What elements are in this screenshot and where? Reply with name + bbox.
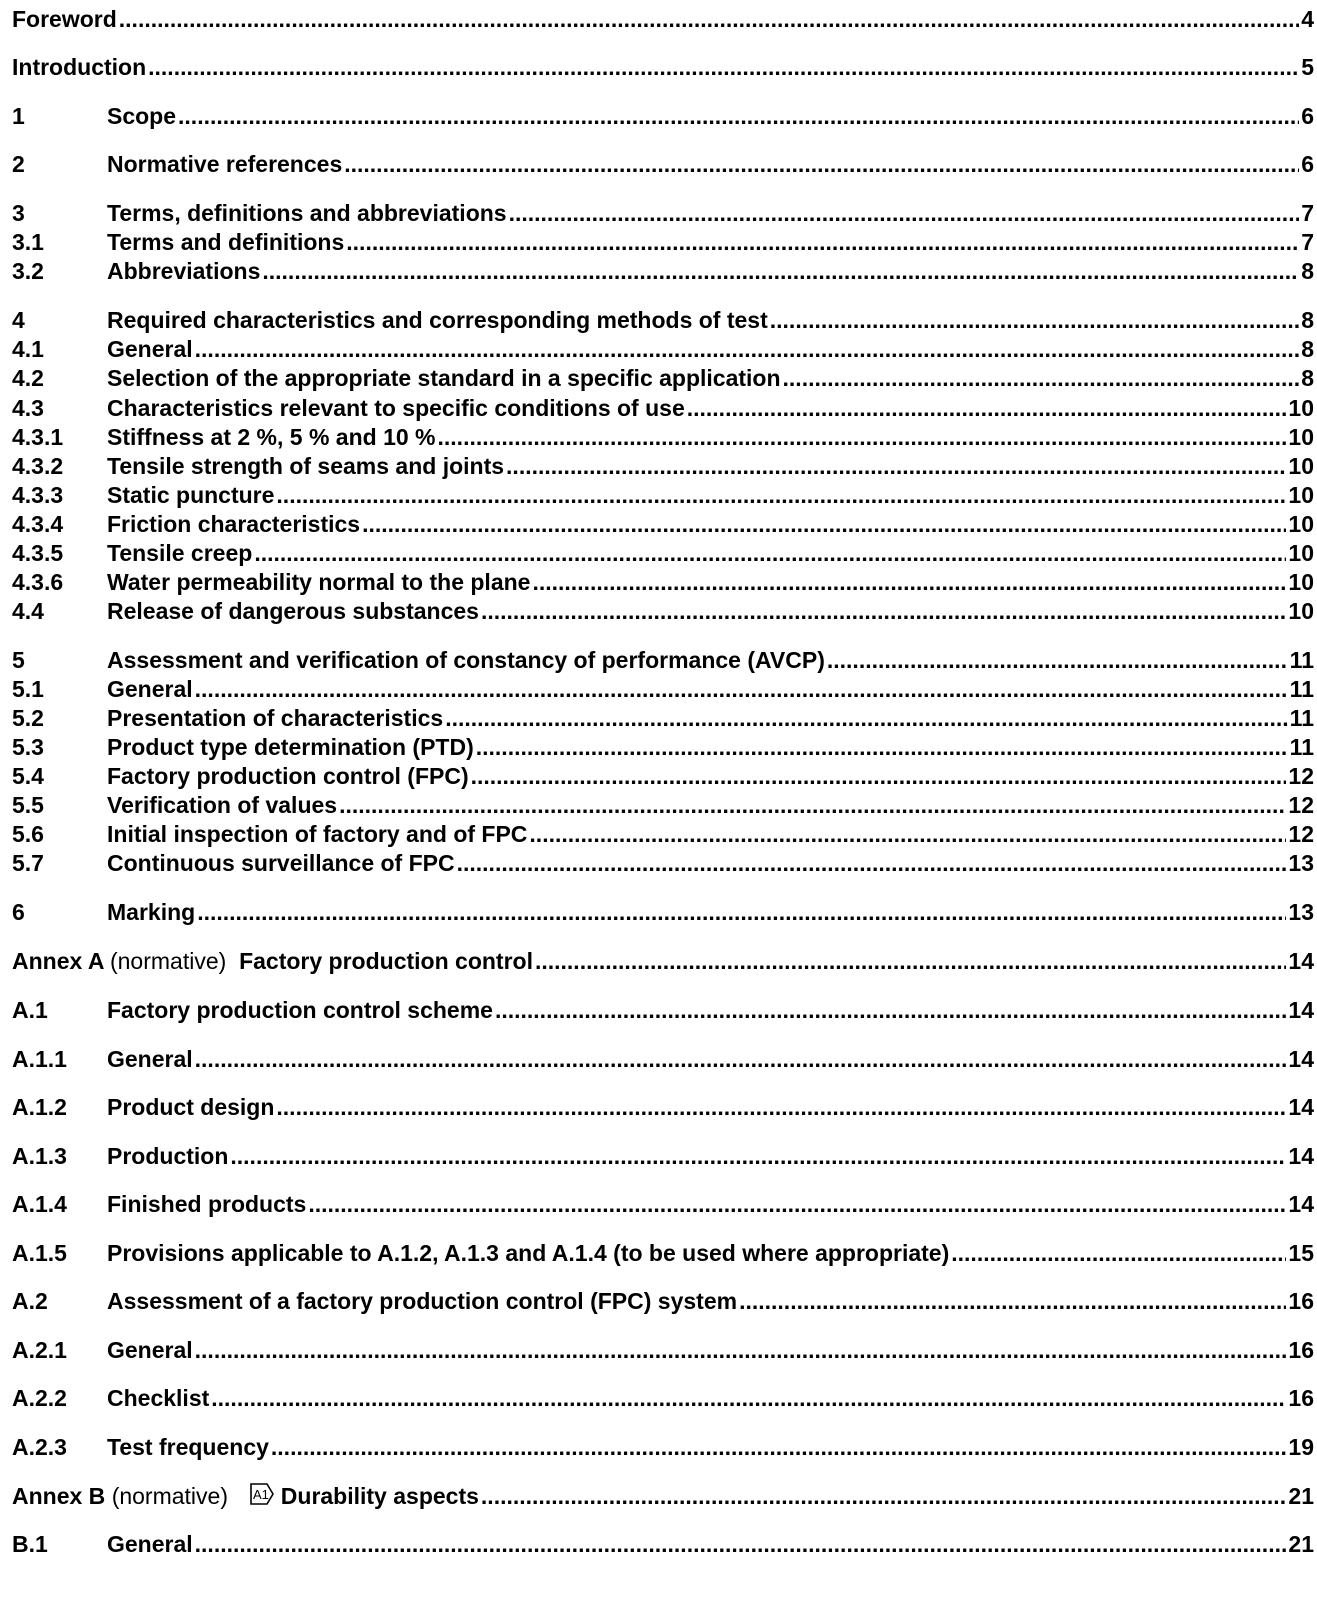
toc-entry-number: 5.2 <box>12 705 44 731</box>
toc-page-number: 14 <box>1288 1191 1314 1217</box>
toc-dot-leader <box>344 149 1299 179</box>
toc-entry[interactable] <box>12 995 1314 1025</box>
toc-entry-title <box>107 596 479 626</box>
toc-page-number: 14 <box>1288 1143 1314 1169</box>
toc-entry-title <box>107 703 443 733</box>
toc-page-number: 12 <box>1288 763 1314 789</box>
toc-entry-number: 4.2 <box>12 365 44 391</box>
toc-entry-title-text: Checklist <box>107 1385 210 1411</box>
toc-entry-number: 4.3.3 <box>12 482 64 508</box>
toc-entry-title-text: Scope <box>107 103 177 129</box>
toc-entry-number: A.1.2 <box>12 1094 67 1120</box>
toc-dot-leader <box>254 538 1286 568</box>
toc-entry[interactable] <box>12 1481 1314 1511</box>
toc-dot-leader <box>739 1286 1286 1316</box>
toc-page-number: 5 <box>1301 54 1314 80</box>
toc-entry-title-text: Factory production control (FPC) <box>107 763 469 789</box>
toc-entry-title <box>107 1286 737 1316</box>
toc-dot-leader <box>495 995 1286 1025</box>
toc-entry-number: 3 <box>12 200 25 226</box>
toc-page-number: 16 <box>1288 1288 1314 1314</box>
toc-entry-number: B.1 <box>12 1531 48 1557</box>
toc-entry-title <box>107 480 274 510</box>
toc-entry-number: 5.1 <box>12 676 44 702</box>
toc-entry[interactable] <box>12 393 1314 423</box>
toc-dot-leader <box>438 422 1287 452</box>
toc-entry-title-text: Assessment of a factory production control (FPC) system <box>107 1288 738 1314</box>
toc-entry-title <box>107 101 176 131</box>
toc-entry-number: 4.3 <box>12 395 44 421</box>
toc-page-number: 10 <box>1288 453 1314 479</box>
toc-entry[interactable] <box>12 305 1314 335</box>
toc-entry[interactable] <box>12 52 1314 82</box>
toc-page-number: 12 <box>1288 792 1314 818</box>
toc-entry-title <box>107 1141 228 1171</box>
toc-entry-title <box>107 1529 193 1559</box>
toc-entry-number: 4.3.4 <box>12 511 64 537</box>
toc-entry-number: 5.3 <box>12 734 44 760</box>
toc-entry-title-text: Initial inspection of factory and of FPC <box>107 821 528 847</box>
annex-title-text: Factory production control <box>239 948 533 974</box>
toc-page-number: 10 <box>1288 424 1314 450</box>
toc-entry-title-text: Water permeability normal to the plane <box>107 569 531 595</box>
toc-entry-title <box>107 256 260 286</box>
toc-entry[interactable] <box>12 451 1314 481</box>
toc-dot-leader <box>529 819 1286 849</box>
toc-entry-title <box>107 761 469 791</box>
toc-page-number: 11 <box>1289 676 1314 702</box>
toc-page-number: 6 <box>1301 103 1314 129</box>
toc-page-number: 14 <box>1288 1046 1314 1072</box>
toc-dot-leader <box>271 1432 1287 1462</box>
toc-page-number: 7 <box>1301 200 1314 226</box>
toc-entry-title-text: General <box>107 336 193 362</box>
toc-entry-number: 4.3.1 <box>12 424 64 450</box>
toc-entry[interactable] <box>12 422 1314 452</box>
toc-entry[interactable] <box>12 1189 1314 1219</box>
toc-entry[interactable] <box>12 897 1314 927</box>
toc-entry-title <box>107 790 337 820</box>
toc-entry-title-text: Stiffness at 2 %, 5 % and 10 % <box>107 424 436 450</box>
toc-page-number: 21 <box>1288 1483 1314 1509</box>
toc-dot-leader <box>195 1529 1287 1559</box>
toc-dot-leader <box>687 393 1287 423</box>
toc-entry-number: 5 <box>12 647 25 673</box>
toc-dot-leader <box>481 596 1286 626</box>
toc-entry-title-text: Provisions applicable to A.1.2, A.1.3 and A.1.4 (to be used where appropriate) <box>107 1240 950 1266</box>
toc-entry-number: 1 <box>12 103 25 129</box>
toc-entry-title <box>107 1238 949 1268</box>
toc-entry-title-text: Foreword <box>12 6 117 32</box>
toc-entry-title <box>107 1044 193 1074</box>
annex-status-label: (normative) <box>109 948 227 974</box>
toc-entry-number: 4.3.6 <box>12 569 64 595</box>
toc-entry[interactable] <box>12 509 1314 539</box>
toc-page-number: 6 <box>1301 151 1314 177</box>
toc-page-number: 12 <box>1288 821 1314 847</box>
toc-entry-title-text: Release of dangerous substances <box>107 598 479 624</box>
toc-entry-number: 4.4 <box>12 598 44 624</box>
toc-entry-title <box>107 334 193 364</box>
toc-entry-title <box>107 227 344 257</box>
toc-entry-title-text: Presentation of characteristics <box>107 705 444 731</box>
toc-dot-leader <box>178 101 1299 131</box>
toc-dot-leader <box>362 509 1286 539</box>
toc-entry[interactable] <box>12 848 1314 878</box>
toc-entry[interactable] <box>12 1383 1314 1413</box>
toc-entry-number: 5.6 <box>12 821 44 847</box>
toc-entry-title <box>107 567 530 597</box>
toc-page-number: 16 <box>1288 1385 1314 1411</box>
toc-page-number: 8 <box>1301 336 1314 362</box>
toc-entry-number: A.1.1 <box>12 1046 67 1072</box>
toc-entry-title-text: Tensile creep <box>107 540 253 566</box>
toc-entry-title-text: Abbreviations <box>107 258 261 284</box>
toc-entry-title-text: Product type determination (PTD) <box>107 734 474 760</box>
toc-entry-number: 4.1 <box>12 336 44 362</box>
toc-entry[interactable] <box>12 1141 1314 1171</box>
toc-dot-leader <box>276 1092 1286 1122</box>
toc-dot-leader <box>262 256 1299 286</box>
toc-page-number: 10 <box>1288 482 1314 508</box>
toc-entry[interactable] <box>12 1335 1314 1365</box>
toc-entry[interactable] <box>12 363 1314 393</box>
toc-entry-title <box>107 1383 209 1413</box>
toc-entry-title <box>12 52 146 82</box>
toc-entry-number: 2 <box>12 151 25 177</box>
toc-entry-number: A.2.1 <box>12 1337 67 1363</box>
toc-entry-title-text: Terms, definitions and abbreviations <box>107 200 507 226</box>
toc-page-number: 10 <box>1288 598 1314 624</box>
toc-entry-title <box>12 946 533 976</box>
toc-entry-title-text: Required characteristics and corresponding methods of test <box>107 307 768 333</box>
toc-entry-title-text: Annex B <box>12 1483 106 1509</box>
toc-entry-title <box>107 1092 274 1122</box>
toc-page-number: 14 <box>1288 997 1314 1023</box>
toc-entry-title-text: Assessment and verification of constancy of performance (AVCP) <box>107 647 825 673</box>
toc-dot-leader <box>211 1383 1286 1413</box>
toc-dot-leader <box>195 334 1300 364</box>
toc-entry-title-text: General <box>107 676 193 702</box>
toc-entry[interactable] <box>12 480 1314 510</box>
toc-dot-leader <box>195 1335 1287 1365</box>
toc-entry[interactable] <box>12 4 1314 34</box>
toc-entry-number: 4.3.5 <box>12 540 64 566</box>
toc-page-number: 10 <box>1288 395 1314 421</box>
toc-entry-number: 5.5 <box>12 792 44 818</box>
toc-entry-title-text: General <box>107 1046 193 1072</box>
toc-dot-leader <box>783 363 1300 393</box>
toc-page-number: 10 <box>1288 540 1314 566</box>
toc-entry-title <box>107 732 474 762</box>
toc-entry-title-text: Annex A <box>12 948 104 974</box>
toc-entry-number: A.1 <box>12 997 48 1023</box>
toc-entry-title-text: General <box>107 1337 193 1363</box>
toc-entry-title-text: Continuous surveillance of FPC <box>107 850 455 876</box>
toc-entry-number: 4 <box>12 307 25 333</box>
toc-entry[interactable] <box>12 1529 1314 1559</box>
toc-entry-number: 5.4 <box>12 763 44 789</box>
toc-dot-leader <box>195 1044 1287 1074</box>
toc-entry[interactable] <box>12 538 1314 568</box>
toc-dot-leader <box>951 1238 1286 1268</box>
toc-entry-title <box>107 819 527 849</box>
toc-page-number: 8 <box>1301 307 1314 333</box>
toc-entry[interactable] <box>12 732 1314 762</box>
toc-entry[interactable] <box>12 1286 1314 1316</box>
toc-page-number: 8 <box>1301 258 1314 284</box>
toc-entry-title <box>107 848 455 878</box>
toc-entry[interactable] <box>12 1432 1314 1462</box>
toc-entry-title <box>107 363 781 393</box>
toc-page-number: 7 <box>1301 229 1314 255</box>
toc-page-number: 13 <box>1288 850 1314 876</box>
amendment-marker-text: A1 <box>252 1487 269 1502</box>
toc-entry-title-text: Selection of the appropriate standard in a specific application <box>107 365 781 391</box>
toc-entry-title <box>107 198 507 228</box>
toc-entry-number: A.2 <box>12 1288 48 1314</box>
toc-dot-leader <box>148 52 1299 82</box>
toc-entry[interactable] <box>12 645 1314 675</box>
toc-entry-title-text: Marking <box>107 899 196 925</box>
toc-entry[interactable] <box>12 946 1314 976</box>
toc-page-number: 15 <box>1288 1240 1314 1266</box>
toc-entry-title <box>107 1335 193 1365</box>
toc-dot-leader <box>445 703 1287 733</box>
toc-entry-title-text: Friction characteristics <box>107 511 361 537</box>
toc-page-number: 8 <box>1301 365 1314 391</box>
toc-dot-leader <box>476 732 1288 762</box>
toc-dot-leader <box>346 227 1299 257</box>
toc-dot-leader <box>197 897 1286 927</box>
toc-dot-leader <box>119 4 1299 34</box>
toc-entry[interactable] <box>12 819 1314 849</box>
toc-entry-title-text: Characteristics relevant to specific conditions of use <box>107 395 685 421</box>
toc-dot-leader <box>339 790 1286 820</box>
toc-page-number: 14 <box>1288 948 1314 974</box>
toc-page-number: 16 <box>1288 1337 1314 1363</box>
amendment-a1-start-icon <box>249 1482 275 1506</box>
toc-entry-title <box>107 422 436 452</box>
toc-entry[interactable] <box>12 101 1314 131</box>
toc-page-number: 11 <box>1289 734 1314 760</box>
toc-entry-number: A.2.2 <box>12 1385 67 1411</box>
toc-dot-leader <box>506 451 1286 481</box>
toc-page-number: 21 <box>1288 1531 1314 1557</box>
toc-entry-title <box>107 149 342 179</box>
toc-dot-leader <box>195 674 1288 704</box>
toc-entry-number: 5.7 <box>12 850 44 876</box>
toc-entry-title-text: Terms and definitions <box>107 229 345 255</box>
toc-entry[interactable] <box>12 227 1314 257</box>
annex-status-label: (normative) <box>111 1483 228 1509</box>
annex-title-text: Durability aspects <box>280 1483 479 1509</box>
toc-dot-leader <box>481 1481 1286 1511</box>
toc-dot-leader <box>535 946 1286 976</box>
toc-page-number: 13 <box>1288 899 1314 925</box>
toc-page-number: 10 <box>1288 511 1314 537</box>
toc-entry-number: 3.2 <box>12 258 44 284</box>
toc-page-number: 11 <box>1289 705 1314 731</box>
toc-entry-title <box>107 897 195 927</box>
toc-entry[interactable] <box>12 567 1314 597</box>
toc-page-number: 11 <box>1289 647 1314 673</box>
toc-dot-leader <box>827 645 1288 675</box>
toc-entry-title-text: Static puncture <box>107 482 275 508</box>
toc-entry-title-text: Production <box>107 1143 229 1169</box>
toc-page-number: 19 <box>1288 1434 1314 1460</box>
toc-entry[interactable] <box>12 1044 1314 1074</box>
toc-entry[interactable] <box>12 1238 1314 1268</box>
toc-entry-title-text: Test frequency <box>107 1434 269 1460</box>
toc-dot-leader <box>509 198 1300 228</box>
toc-entry-title-text: Finished products <box>107 1191 307 1217</box>
toc-entry-title-text: Verification of values <box>107 792 338 818</box>
toc-entry-title-text: Normative references <box>107 151 343 177</box>
toc-entry[interactable] <box>12 761 1314 791</box>
toc-dot-leader <box>457 848 1287 878</box>
toc-entry-title <box>107 1432 269 1462</box>
toc-entry-title-text: Introduction <box>12 54 147 80</box>
toc-entry-title <box>107 995 493 1025</box>
toc-entry-title <box>107 1189 306 1219</box>
toc-entry-title <box>12 4 117 34</box>
toc-dot-leader <box>308 1189 1286 1219</box>
toc-page-number: 14 <box>1288 1094 1314 1120</box>
toc-entry-title <box>107 674 193 704</box>
toc-entry-number: 6 <box>12 899 25 925</box>
toc-entry-number: A.1.5 <box>12 1240 67 1266</box>
toc-entry[interactable] <box>12 596 1314 626</box>
toc-entry-number: 3.1 <box>12 229 44 255</box>
toc-dot-leader <box>230 1141 1286 1171</box>
toc-dot-leader <box>532 567 1286 597</box>
toc-entry[interactable] <box>12 256 1314 286</box>
toc-entry-title-text: Tensile strength of seams and joints <box>107 453 505 479</box>
toc-entry-title <box>107 538 252 568</box>
toc-entry-title-text: Product design <box>107 1094 275 1120</box>
toc-dot-leader <box>770 305 1299 335</box>
toc-dot-leader <box>471 761 1287 791</box>
toc-entry-title <box>107 305 768 335</box>
toc-entry[interactable] <box>12 334 1314 364</box>
toc-entry-number: A.2.3 <box>12 1434 67 1460</box>
toc-entry[interactable] <box>12 1092 1314 1122</box>
toc-entry-number: 4.3.2 <box>12 453 64 479</box>
toc-entry-number: A.1.4 <box>12 1191 67 1217</box>
toc-entry[interactable] <box>12 790 1314 820</box>
toc-entry-title <box>107 645 825 675</box>
toc-entry[interactable] <box>12 198 1314 228</box>
toc-dot-leader <box>276 480 1286 510</box>
toc-entry[interactable] <box>12 674 1314 704</box>
toc-entry-title <box>107 451 504 481</box>
toc-entry-title-text: General <box>107 1531 193 1557</box>
toc-page-number: 10 <box>1288 569 1314 595</box>
toc-entry-title-text: Factory production control scheme <box>107 997 493 1023</box>
toc-entry-title <box>107 393 685 423</box>
toc-page-number: 4 <box>1301 6 1314 32</box>
toc-entry[interactable] <box>12 703 1314 733</box>
toc-entry[interactable] <box>12 149 1314 179</box>
toc-entry-title <box>107 509 360 539</box>
toc-entry-number: A.1.3 <box>12 1143 67 1169</box>
toc-entry-title <box>12 1481 479 1511</box>
